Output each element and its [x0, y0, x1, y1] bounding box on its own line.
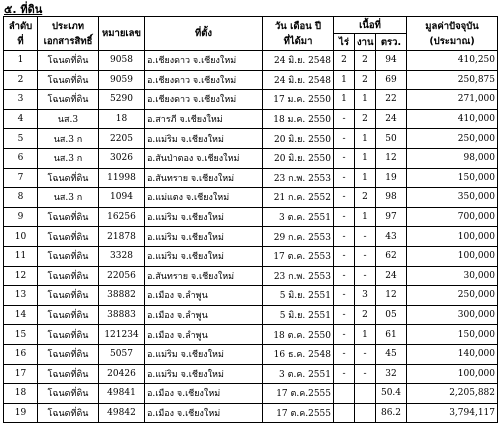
cell-date: 5 มิ.ย. 2551: [263, 305, 334, 325]
cell-ngan: 1: [355, 325, 376, 345]
header-wa: ตรว.: [376, 34, 407, 51]
cell-wa: 32: [376, 364, 407, 384]
cell-doc-type: โฉนดที่ดิน: [38, 325, 99, 345]
cell-date: 3 ต.ค. 2551: [263, 207, 334, 227]
table-row: [4, 286, 498, 306]
table-row: [4, 266, 498, 286]
table-row: [4, 70, 498, 90]
cell-number: 3328: [99, 246, 145, 266]
cell-date: 24 มิ.ย. 2548: [263, 70, 334, 90]
cell-number: 2205: [99, 129, 145, 149]
cell-location: อ.สันป่าตอง จ.เชียงใหม่: [145, 148, 263, 168]
cell-rai: 1: [334, 70, 355, 90]
table-row: [4, 168, 498, 188]
cell-wa: 50: [376, 129, 407, 149]
cell-doc-type: โฉนดที่ดิน: [38, 344, 99, 364]
cell-number: 20426: [99, 364, 145, 384]
cell-ngan: 1: [355, 90, 376, 110]
table-row: [4, 344, 498, 364]
cell-seq: 15: [4, 325, 38, 345]
cell-number: 5290: [99, 90, 145, 110]
cell-rai: -: [334, 168, 355, 188]
cell-number: 16256: [99, 207, 145, 227]
table-row: [4, 305, 498, 325]
cell-wa: 24: [376, 266, 407, 286]
cell-date: 17 ต.ค. 2553: [263, 246, 334, 266]
cell-doc-type: นส.3 ก: [38, 129, 99, 149]
cell-location: อ.แม่ริม จ.เชียงใหม่: [145, 207, 263, 227]
cell-doc-type: โฉนดที่ดิน: [38, 266, 99, 286]
cell-wa: 50.4: [376, 384, 407, 404]
cell-date: 18 ต.ค. 2550: [263, 325, 334, 345]
table-row: [4, 325, 498, 345]
cell-number: 49841: [99, 384, 145, 404]
cell-ngan: 2: [355, 305, 376, 325]
cell-value: 410,250: [407, 51, 498, 71]
cell-seq: 10: [4, 227, 38, 247]
cell-date: 29 ก.ค. 2553: [263, 227, 334, 247]
cell-location: อ.เชียงดาว จ.เชียงใหม่: [145, 51, 263, 71]
cell-doc-type: โฉนดที่ดิน: [38, 364, 99, 384]
cell-seq: 11: [4, 246, 38, 266]
cell-rai: -: [334, 325, 355, 345]
cell-value: 350,000: [407, 188, 498, 208]
cell-value: 250,875: [407, 70, 498, 90]
cell-doc-type: โฉนดที่ดิน: [38, 51, 99, 71]
header-location: ที่ตั้ง: [145, 17, 263, 51]
cell-date: 17 ม.ค. 2550: [263, 90, 334, 110]
cell-seq: 13: [4, 286, 38, 306]
cell-location: อ.เมือง จ.เชียงใหม่: [145, 403, 263, 423]
cell-location: อ.เมือง จ.ลำพูน: [145, 325, 263, 345]
cell-value: 150,000: [407, 168, 498, 188]
header-area: เนื้อที่: [334, 17, 407, 34]
cell-seq: 6: [4, 148, 38, 168]
land-table: [3, 16, 498, 423]
cell-date: 16 ธ.ค. 2548: [263, 344, 334, 364]
cell-date: 23 ก.พ. 2553: [263, 168, 334, 188]
cell-location: อ.เมือง จ.ลำพูน: [145, 305, 263, 325]
cell-date: 3 ต.ค. 2551: [263, 364, 334, 384]
cell-value: 250,000: [407, 129, 498, 149]
cell-wa: 61: [376, 325, 407, 345]
table-row: [4, 51, 498, 71]
cell-location: อ.แม่ริม จ.เชียงใหม่: [145, 344, 263, 364]
cell-date: 17 ต.ค.2555: [263, 403, 334, 423]
cell-rai: -: [334, 207, 355, 227]
cell-number: 38883: [99, 305, 145, 325]
table-body: [4, 51, 498, 423]
cell-wa: 94: [376, 51, 407, 71]
cell-date: 20 มิ.ย. 2550: [263, 148, 334, 168]
cell-wa: 69: [376, 70, 407, 90]
cell-seq: 9: [4, 207, 38, 227]
cell-rai: -: [334, 286, 355, 306]
table-row: [4, 129, 498, 149]
cell-seq: 4: [4, 109, 38, 129]
cell-value: 2,205,882: [407, 384, 498, 404]
cell-doc-type: โฉนดที่ดิน: [38, 227, 99, 247]
header-rai: ไร่: [334, 34, 355, 51]
cell-number: 121234: [99, 325, 145, 345]
cell-ngan: 3: [355, 286, 376, 306]
cell-ngan: -: [355, 246, 376, 266]
cell-location: อ.แม่แตง จ.เชียงใหม่: [145, 188, 263, 208]
cell-rai: -: [334, 109, 355, 129]
cell-value: 250,000: [407, 286, 498, 306]
cell-wa: 43: [376, 227, 407, 247]
cell-wa: 45: [376, 344, 407, 364]
header-value: มูลค่าปัจจุบัน (ประมาณ): [407, 17, 498, 51]
header-date: วัน เดือน ปี ที่ได้มา: [263, 17, 334, 51]
cell-ngan: -: [355, 266, 376, 286]
cell-ngan: 1: [355, 168, 376, 188]
cell-rai: -: [334, 364, 355, 384]
table-row: [4, 384, 498, 404]
cell-location: อ.เชียงดาว จ.เชียงใหม่: [145, 70, 263, 90]
cell-number: 3026: [99, 148, 145, 168]
cell-doc-type: โฉนดที่ดิน: [38, 207, 99, 227]
cell-wa: 19: [376, 168, 407, 188]
cell-seq: 8: [4, 188, 38, 208]
cell-value: 30,000: [407, 266, 498, 286]
cell-rai: -: [334, 188, 355, 208]
cell-doc-type: โฉนดที่ดิน: [38, 286, 99, 306]
cell-wa: 62: [376, 246, 407, 266]
cell-wa: 05: [376, 305, 407, 325]
cell-seq: 17: [4, 364, 38, 384]
table-row: [4, 148, 498, 168]
cell-location: อ.แม่ริม จ.เชียงใหม่: [145, 364, 263, 384]
cell-wa: 86.2: [376, 403, 407, 423]
cell-seq: 7: [4, 168, 38, 188]
cell-date: 17 ต.ค.2555: [263, 384, 334, 404]
cell-seq: 16: [4, 344, 38, 364]
cell-rai: -: [334, 148, 355, 168]
cell-value: 100,000: [407, 364, 498, 384]
cell-value: 271,000: [407, 90, 498, 110]
cell-doc-type: โฉนดที่ดิน: [38, 305, 99, 325]
cell-rai: [334, 384, 355, 404]
cell-rai: -: [334, 305, 355, 325]
header-number: หมายเลข: [99, 17, 145, 51]
cell-value: 3,794,117: [407, 403, 498, 423]
cell-seq: 5: [4, 129, 38, 149]
cell-date: 21 ก.ค. 2552: [263, 188, 334, 208]
cell-ngan: 2: [355, 70, 376, 90]
cell-seq: 19: [4, 403, 38, 423]
cell-number: 9058: [99, 51, 145, 71]
cell-ngan: 2: [355, 51, 376, 71]
cell-doc-type: โฉนดที่ดิน: [38, 403, 99, 423]
cell-seq: 1: [4, 51, 38, 71]
cell-value: 140,000: [407, 344, 498, 364]
table-row: [4, 207, 498, 227]
cell-location: อ.สันทราย จ.เชียงใหม่: [145, 266, 263, 286]
cell-rai: 2: [334, 51, 355, 71]
cell-wa: 97: [376, 207, 407, 227]
table-row: [4, 90, 498, 110]
cell-location: อ.เมือง จ.ลำพูน: [145, 286, 263, 306]
cell-location: อ.สันทราย จ.เชียงใหม่: [145, 168, 263, 188]
cell-doc-type: โฉนดที่ดิน: [38, 384, 99, 404]
cell-location: อ.แม่ริม จ.เชียงใหม่: [145, 246, 263, 266]
cell-wa: 12: [376, 148, 407, 168]
cell-rai: 1: [334, 90, 355, 110]
cell-doc-type: โฉนดที่ดิน: [38, 168, 99, 188]
cell-ngan: 1: [355, 148, 376, 168]
cell-rai: -: [334, 266, 355, 286]
cell-wa: 24: [376, 109, 407, 129]
cell-number: 38882: [99, 286, 145, 306]
cell-date: 23 ก.พ. 2553: [263, 266, 334, 286]
cell-rai: -: [334, 344, 355, 364]
cell-location: อ.แม่ริม จ.เชียงใหม่: [145, 227, 263, 247]
cell-value: 100,000: [407, 246, 498, 266]
header-seq: ลำดับ ที่: [4, 17, 38, 51]
cell-wa: 12: [376, 286, 407, 306]
table-row: [4, 364, 498, 384]
cell-ngan: -: [355, 227, 376, 247]
table-row: [4, 109, 498, 129]
cell-location: อ.สารภี จ.เชียงใหม่: [145, 109, 263, 129]
cell-ngan: 1: [355, 129, 376, 149]
cell-value: 300,000: [407, 305, 498, 325]
cell-doc-type: นส.3 ก: [38, 188, 99, 208]
cell-ngan: [355, 384, 376, 404]
header-ngan: งาน: [355, 34, 376, 51]
cell-seq: 14: [4, 305, 38, 325]
cell-doc-type: นส.3: [38, 109, 99, 129]
cell-doc-type: โฉนดที่ดิน: [38, 246, 99, 266]
cell-seq: 3: [4, 90, 38, 110]
cell-number: 22056: [99, 266, 145, 286]
cell-date: 24 มิ.ย. 2548: [263, 51, 334, 71]
cell-seq: 18: [4, 384, 38, 404]
cell-date: 5 มิ.ย. 2551: [263, 286, 334, 306]
cell-number: 5057: [99, 344, 145, 364]
cell-number: 9059: [99, 70, 145, 90]
cell-doc-type: โฉนดที่ดิน: [38, 70, 99, 90]
cell-rai: -: [334, 129, 355, 149]
cell-date: 18 ม.ค. 2550: [263, 109, 334, 129]
cell-location: อ.เมือง จ.เชียงใหม่: [145, 384, 263, 404]
cell-seq: 12: [4, 266, 38, 286]
cell-number: 11998: [99, 168, 145, 188]
cell-rai: -: [334, 227, 355, 247]
cell-value: 150,000: [407, 325, 498, 345]
cell-location: อ.เชียงดาว จ.เชียงใหม่: [145, 90, 263, 110]
cell-ngan: -: [355, 344, 376, 364]
cell-wa: 22: [376, 90, 407, 110]
cell-wa: 98: [376, 188, 407, 208]
cell-value: 700,000: [407, 207, 498, 227]
table-row: [4, 188, 498, 208]
cell-ngan: 2: [355, 188, 376, 208]
section-title: ๕. ที่ดิน: [4, 3, 43, 16]
cell-date: 20 มิ.ย. 2550: [263, 129, 334, 149]
cell-number: 21878: [99, 227, 145, 247]
cell-number: 49842: [99, 403, 145, 423]
cell-doc-type: โฉนดที่ดิน: [38, 90, 99, 110]
cell-location: อ.แม่ริม จ.เชียงใหม่: [145, 129, 263, 149]
cell-rai: -: [334, 246, 355, 266]
table-row: [4, 227, 498, 247]
cell-number: 18: [99, 109, 145, 129]
table-row: [4, 246, 498, 266]
cell-seq: 2: [4, 70, 38, 90]
cell-ngan: -: [355, 364, 376, 384]
cell-value: 98,000: [407, 148, 498, 168]
cell-doc-type: นส.3 ก: [38, 148, 99, 168]
cell-value: 410,000: [407, 109, 498, 129]
cell-ngan: 2: [355, 109, 376, 129]
header-doc-type: ประเภท เอกสารสิทธิ์: [38, 17, 99, 51]
cell-value: 100,000: [407, 227, 498, 247]
cell-number: 1094: [99, 188, 145, 208]
cell-ngan: 1: [355, 207, 376, 227]
